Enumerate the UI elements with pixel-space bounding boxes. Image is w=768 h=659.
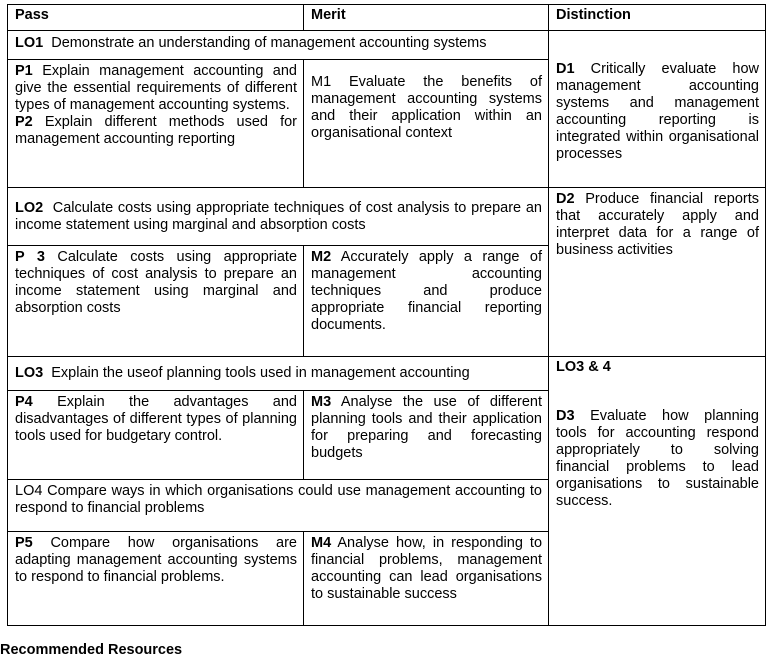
lo1-heading-row xyxy=(8,31,766,60)
lo1-text: Demonstrate an understanding of management accounting systems xyxy=(51,35,487,51)
lo3-heading xyxy=(8,357,549,391)
d2-code: D2 xyxy=(556,191,575,207)
p4-text: Explain the advantages and disadvantages of different types of planning tools used for budgetary control. xyxy=(15,394,297,444)
lo2-code: LO2 xyxy=(15,199,44,216)
m2-cell xyxy=(304,246,549,357)
d1-text: Critically evaluate how management accounting systems and management accounting reporting is integrated within organisational processes xyxy=(556,60,760,162)
p3-cell xyxy=(8,246,304,357)
d3-text: Evaluate how planning tools for accounting respond appropriately to solving financial problems to lead organisations to sustainable success. xyxy=(556,408,759,509)
lo2-heading xyxy=(8,188,549,246)
p1-text: Explain management accounting and give the essential requirements of different types of management accounting systems. xyxy=(15,63,298,113)
header-pass: Pass xyxy=(8,5,304,31)
m2-code: M2 xyxy=(311,249,332,265)
m3-text: Analyse the use of different planning tools and their application for preparing and forecasting budgets xyxy=(311,394,542,461)
m4-text: Analyse how, in responding to financial problems, management accounting can lead organisations to sustainable success xyxy=(311,535,543,602)
assessment-criteria-table xyxy=(7,4,766,626)
d2-cell xyxy=(549,188,766,357)
p4-cell xyxy=(8,391,304,480)
recommended-resources-heading: Recommended Resources xyxy=(0,642,183,658)
lo4-text: LO4 Compare ways in which organisations could use management accounting to respond to financial problems xyxy=(15,483,542,516)
m3-cell xyxy=(304,391,549,480)
d1-cell xyxy=(549,31,766,188)
p5-code: P5 xyxy=(15,535,33,551)
lo4-heading xyxy=(8,480,549,532)
d1-code: D1 xyxy=(556,60,575,77)
p5-cell xyxy=(8,532,304,626)
lo3-text: Explain the useof planning tools used in management accounting xyxy=(51,365,470,381)
p1-p2-cell xyxy=(8,60,304,188)
lo2-text: Calculate costs using appropriate techniques of cost analysis to prepare an income statement using marginal and absorption costs xyxy=(15,199,542,233)
lo3-4-label: LO3 & 4 xyxy=(556,359,611,375)
p2-code: P2 xyxy=(15,114,33,130)
header-merit: Merit xyxy=(304,5,549,31)
m1-cell xyxy=(304,60,549,188)
d3-cell xyxy=(549,357,766,626)
lo3-code: LO3 xyxy=(15,365,44,381)
p3-text: Calculate costs using appropriate techniques of cost analysis to prepare an income statement using marginal and absorption costs xyxy=(15,249,298,316)
m2-text: Accurately apply a range of management accounting techniques and produce appropriate financial reporting documents. xyxy=(311,249,542,333)
p5-text: Compare how organisations are adapting management accounting systems to respond to financial problems. xyxy=(15,535,297,585)
p2-text: Explain different methods used for management accounting reporting xyxy=(15,114,298,147)
p1-code: P1 xyxy=(15,63,33,79)
p3-code: P 3 xyxy=(15,249,45,265)
lo1-code: LO1 xyxy=(15,35,44,51)
m1-text: M1 Evaluate the benefits of management accounting systems and their application within an organisational context xyxy=(311,74,542,141)
p4-code: P4 xyxy=(15,394,33,410)
lo3-heading-row xyxy=(8,357,766,391)
lo1-heading xyxy=(8,31,549,60)
header-distinction: Distinction xyxy=(549,5,766,31)
m3-code: M3 xyxy=(311,394,332,410)
m4-cell xyxy=(304,532,549,626)
m4-code: M4 xyxy=(311,535,332,551)
d3-code: D3 xyxy=(556,408,575,424)
header-row xyxy=(8,5,766,31)
lo2-heading-row xyxy=(8,188,766,246)
d2-text: Produce financial reports that accurately apply and interpret data for a range of business activities xyxy=(556,191,759,258)
